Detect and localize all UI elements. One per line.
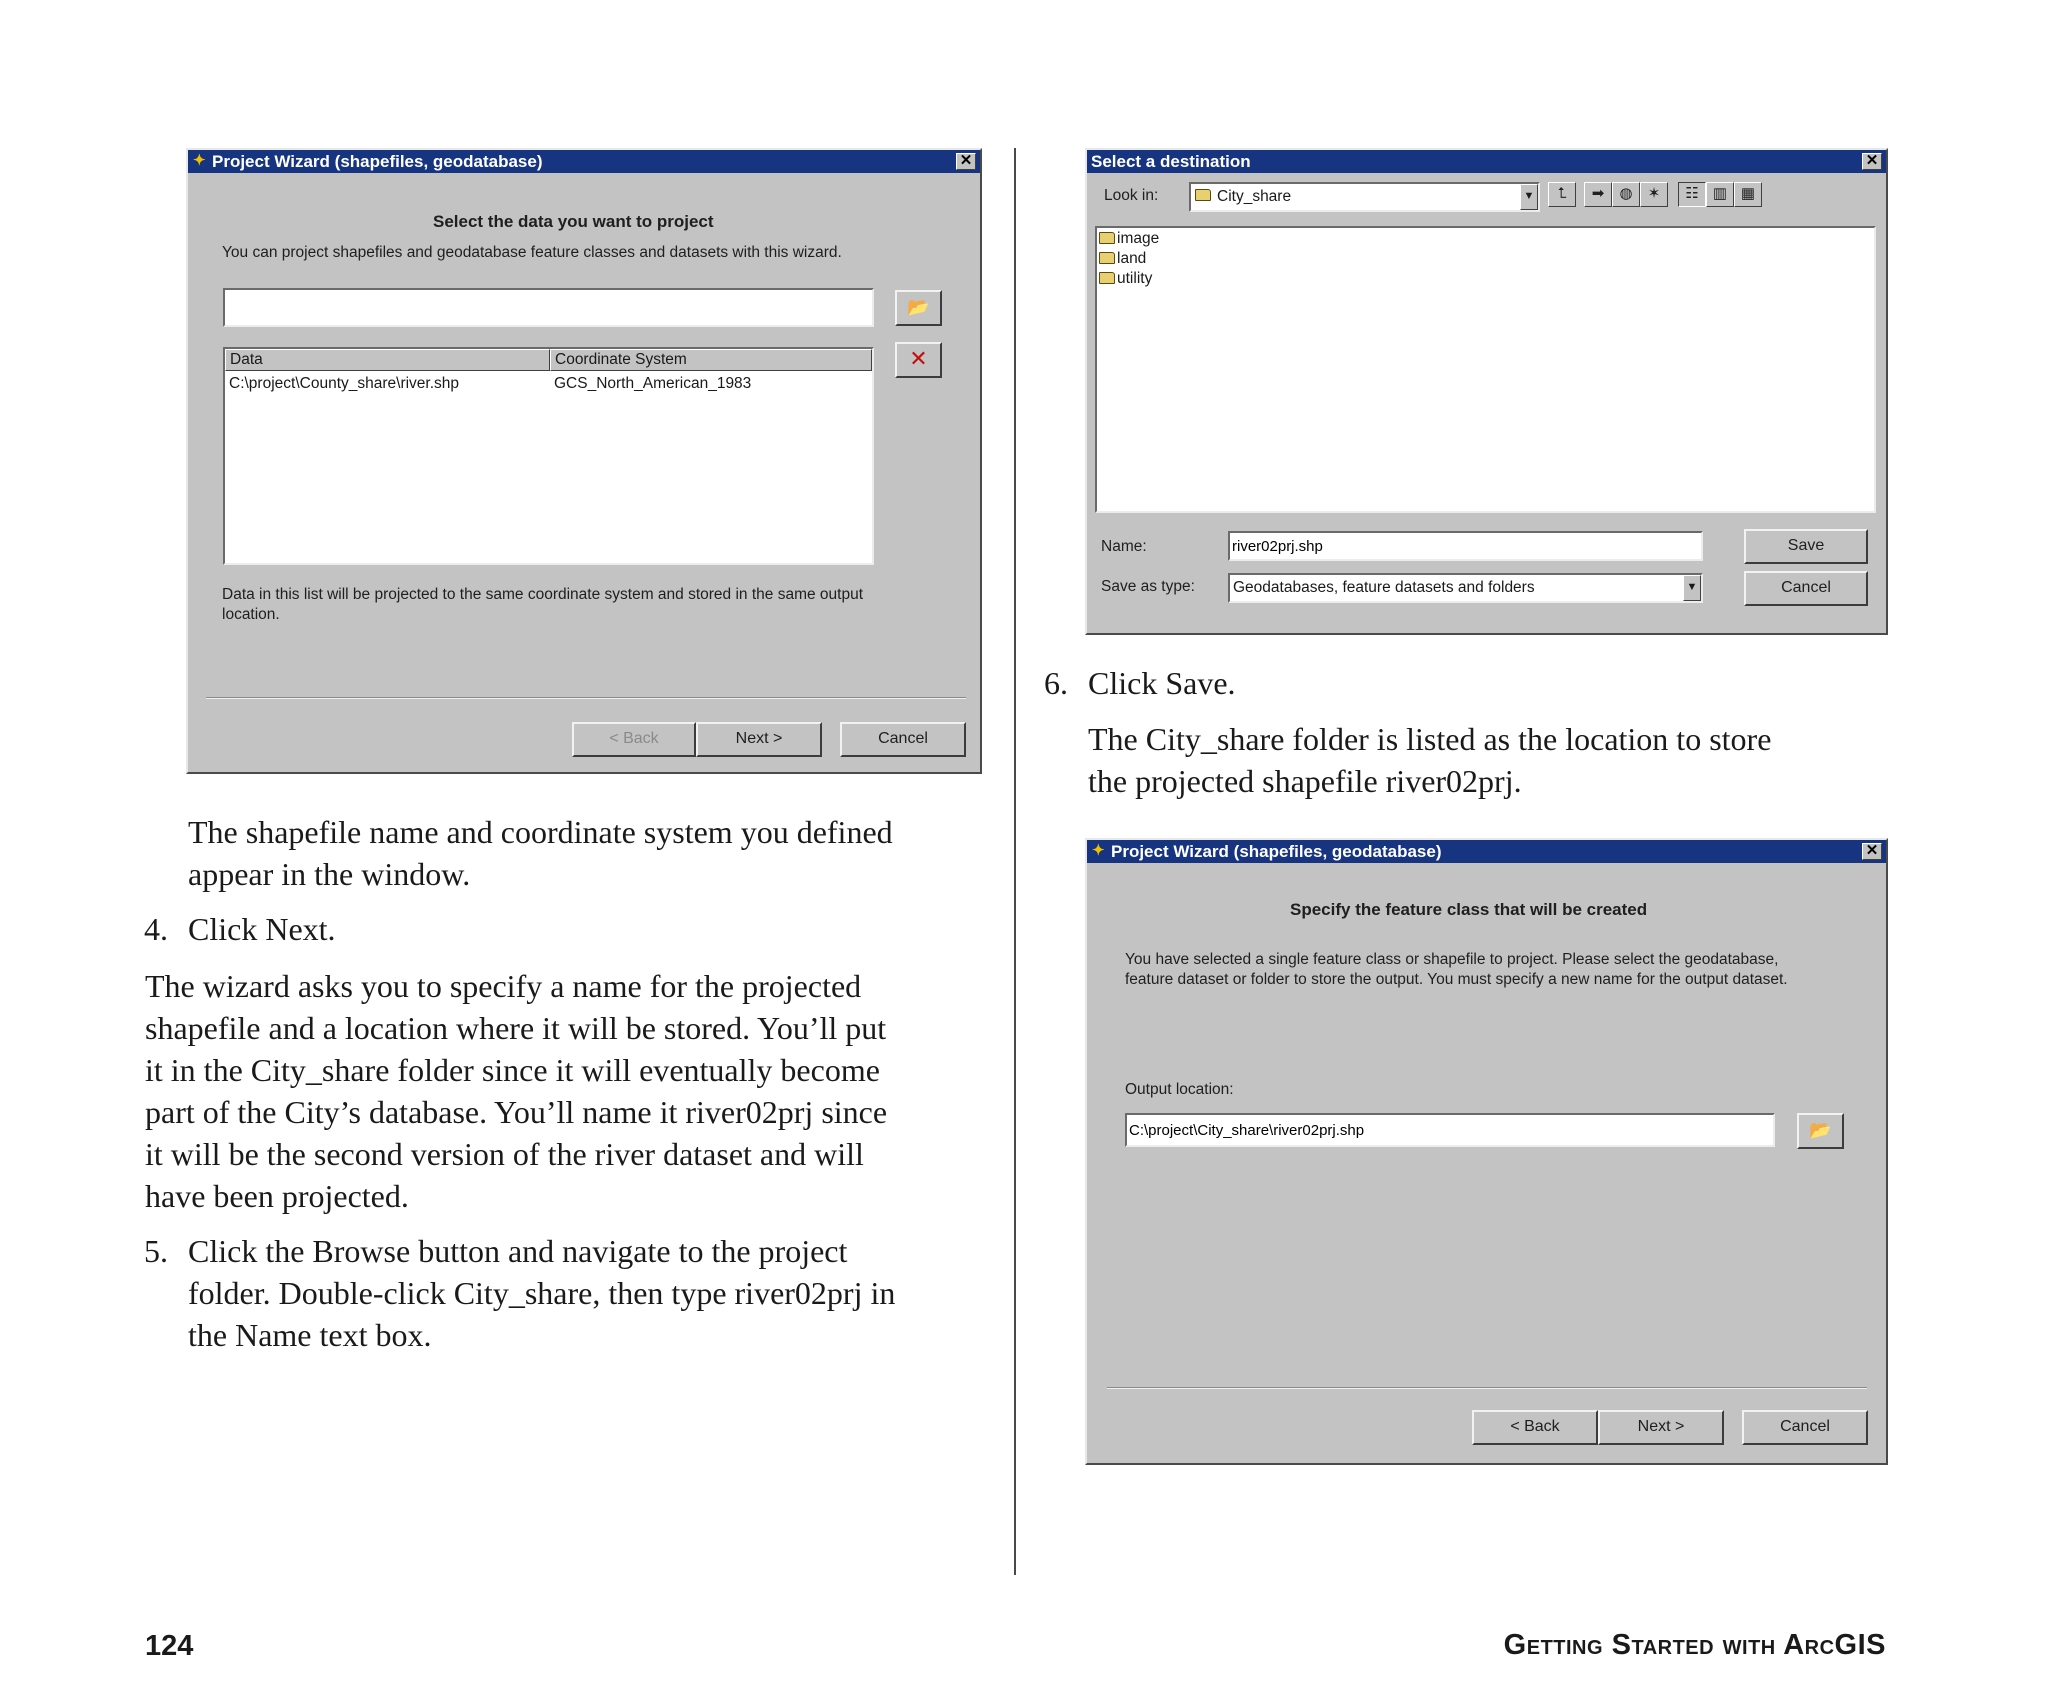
dialog-title: Project Wizard (shapefiles, geodatabase) xyxy=(212,152,543,171)
data-path-input[interactable] xyxy=(223,288,874,327)
list-note-line2: location. xyxy=(222,606,280,623)
dialog-title: Project Wizard (shapefiles, geodatabase) xyxy=(1111,842,1442,861)
step-4 xyxy=(144,908,1008,950)
text-line: folder. Double-click City_share, then type river02prj in xyxy=(188,1275,896,1311)
text-line: The wizard asks you to specify a name for the projected xyxy=(145,968,862,1004)
cancel-button[interactable]: Cancel xyxy=(1744,571,1868,606)
wizard-intro: You can project shapefiles and geodatabase feature classes and datasets with this wizard. xyxy=(222,244,842,261)
next-button[interactable]: Next > xyxy=(1598,1410,1724,1445)
text-line: it in the City_share folder since it will eventually become xyxy=(145,1052,880,1088)
open-folder-icon: 📂 xyxy=(907,297,930,317)
column-divider xyxy=(1014,148,1016,1575)
wizard-description-line1: You have selected a single feature class or shapefile to project. Please select the geodatabase, xyxy=(1125,951,1779,968)
right-paragraph xyxy=(1088,718,1888,802)
wizard-description-line2: feature dataset or folder to store the output. You must specify a new name for the output dataset. xyxy=(1125,971,1788,988)
save-as-type-select[interactable] xyxy=(1228,573,1703,603)
list-note-line1: Data in this list will be projected to the same coordinate system and stored in the same output xyxy=(222,586,864,603)
browse-button[interactable] xyxy=(1797,1113,1844,1149)
close-icon[interactable]: ✕ xyxy=(956,153,976,170)
column-header-coordinate-system[interactable]: Coordinate System xyxy=(550,349,872,371)
details-view-icon[interactable]: ☷ xyxy=(1678,182,1706,207)
list-item[interactable] xyxy=(1099,250,1146,268)
step-number: 6. xyxy=(1044,665,1068,701)
column-header-data[interactable]: Data xyxy=(225,349,550,371)
file-browser-list[interactable] xyxy=(1095,226,1876,513)
page-number: 124 xyxy=(145,1630,194,1662)
look-in-select[interactable] xyxy=(1189,182,1540,212)
text-line: Click the Browse button and navigate to the project xyxy=(188,1233,848,1269)
cancel-button[interactable]: Cancel xyxy=(1742,1410,1868,1445)
output-location-label: Output location: xyxy=(1125,1081,1234,1098)
text-line: part of the City’s database. You’ll name it river02prj since xyxy=(145,1094,888,1130)
text-line: The City_share folder is listed as the location to store xyxy=(1088,721,1772,757)
project-wizard-dialog-output xyxy=(1085,838,1888,1465)
dialog-title-bar[interactable] xyxy=(1087,840,1886,863)
list-item[interactable] xyxy=(1099,230,1159,248)
red-x-icon: ✕ xyxy=(909,346,928,371)
step-5 xyxy=(144,1230,1008,1356)
back-button[interactable]: < Back xyxy=(572,722,696,757)
folder-icon xyxy=(1195,189,1211,201)
text-line: have been projected. xyxy=(145,1178,409,1214)
project-wizard-dialog-select-data xyxy=(186,148,982,774)
text-line: shapefile and a location where it will be stored. You’ll put xyxy=(145,1010,887,1046)
divider xyxy=(206,697,966,699)
book-title: Getting Started with ArcGIS xyxy=(1503,1629,1886,1661)
text-line: the projected shapefile river02prj. xyxy=(1088,763,1522,799)
step-number: 5. xyxy=(144,1233,168,1269)
text-line: the Name text box. xyxy=(188,1317,432,1353)
look-in-label: Look in: xyxy=(1104,187,1159,204)
remove-button[interactable] xyxy=(895,342,942,378)
connect-folder-icon[interactable]: ➡ xyxy=(1584,182,1612,207)
back-button[interactable]: < Back xyxy=(1472,1410,1598,1445)
save-button[interactable]: Save xyxy=(1744,529,1868,564)
folder-name: land xyxy=(1117,250,1147,267)
open-folder-icon: 📂 xyxy=(1809,1120,1832,1140)
select-destination-dialog xyxy=(1085,148,1888,635)
next-button[interactable]: Next > xyxy=(696,722,822,757)
text-line: Click Next. xyxy=(188,911,336,947)
new-folder-icon[interactable]: ✶ xyxy=(1640,182,1668,207)
file-name-input[interactable] xyxy=(1228,531,1703,561)
folder-icon xyxy=(1099,232,1115,244)
cancel-button[interactable]: Cancel xyxy=(840,722,966,757)
wizard-icon: ✦ xyxy=(193,152,206,169)
data-list-table[interactable] xyxy=(223,347,874,565)
up-one-level-icon[interactable]: ⮤ xyxy=(1548,182,1576,207)
divider xyxy=(1107,1387,1867,1389)
text-line: appear in the window. xyxy=(188,856,471,892)
save-as-type-value: Geodatabases, feature datasets and folders xyxy=(1233,579,1535,596)
dialog-title: Select a destination xyxy=(1091,152,1251,171)
name-label: Name: xyxy=(1101,538,1147,555)
list-view-icon[interactable]: ▥ xyxy=(1706,182,1734,207)
output-location-input[interactable] xyxy=(1125,1113,1775,1147)
close-icon[interactable]: ✕ xyxy=(1862,843,1882,860)
browse-button[interactable] xyxy=(895,290,942,326)
folder-icon xyxy=(1099,272,1115,284)
folder-name: image xyxy=(1117,230,1160,247)
chevron-down-icon[interactable]: ▼ xyxy=(1683,575,1701,601)
left-paragraph-2 xyxy=(145,965,1005,1217)
save-as-type-label: Save as type: xyxy=(1101,578,1195,595)
wizard-heading: Select the data you want to project xyxy=(433,212,714,231)
text-line: Click Save. xyxy=(1088,665,1236,701)
step-number: 4. xyxy=(144,911,168,947)
close-icon[interactable]: ✕ xyxy=(1862,153,1882,170)
row-coordinate-system: GCS_North_American_1983 xyxy=(554,375,752,392)
table-row[interactable] xyxy=(225,373,872,395)
folder-name: utility xyxy=(1117,270,1153,287)
dialog-title-bar[interactable] xyxy=(188,150,980,173)
look-in-value: City_share xyxy=(1217,188,1292,205)
step-6 xyxy=(1044,662,1888,704)
chevron-down-icon[interactable]: ▼ xyxy=(1520,184,1538,210)
list-item[interactable] xyxy=(1099,270,1152,288)
text-line: it will be the second version of the river dataset and will xyxy=(145,1136,864,1172)
dialog-title-bar[interactable] xyxy=(1087,150,1886,173)
wizard-heading: Specify the feature class that will be created xyxy=(1290,900,1648,919)
thumbnail-view-icon[interactable]: ▦ xyxy=(1734,182,1762,207)
text-line: The shapefile name and coordinate system you defined xyxy=(188,814,893,850)
wizard-icon: ✦ xyxy=(1092,842,1105,859)
disconnect-folder-icon[interactable]: ◍ xyxy=(1612,182,1640,207)
left-paragraph-1 xyxy=(188,811,1008,895)
folder-icon xyxy=(1099,252,1115,264)
row-data-path: C:\project\County_share\river.shp xyxy=(229,375,460,392)
